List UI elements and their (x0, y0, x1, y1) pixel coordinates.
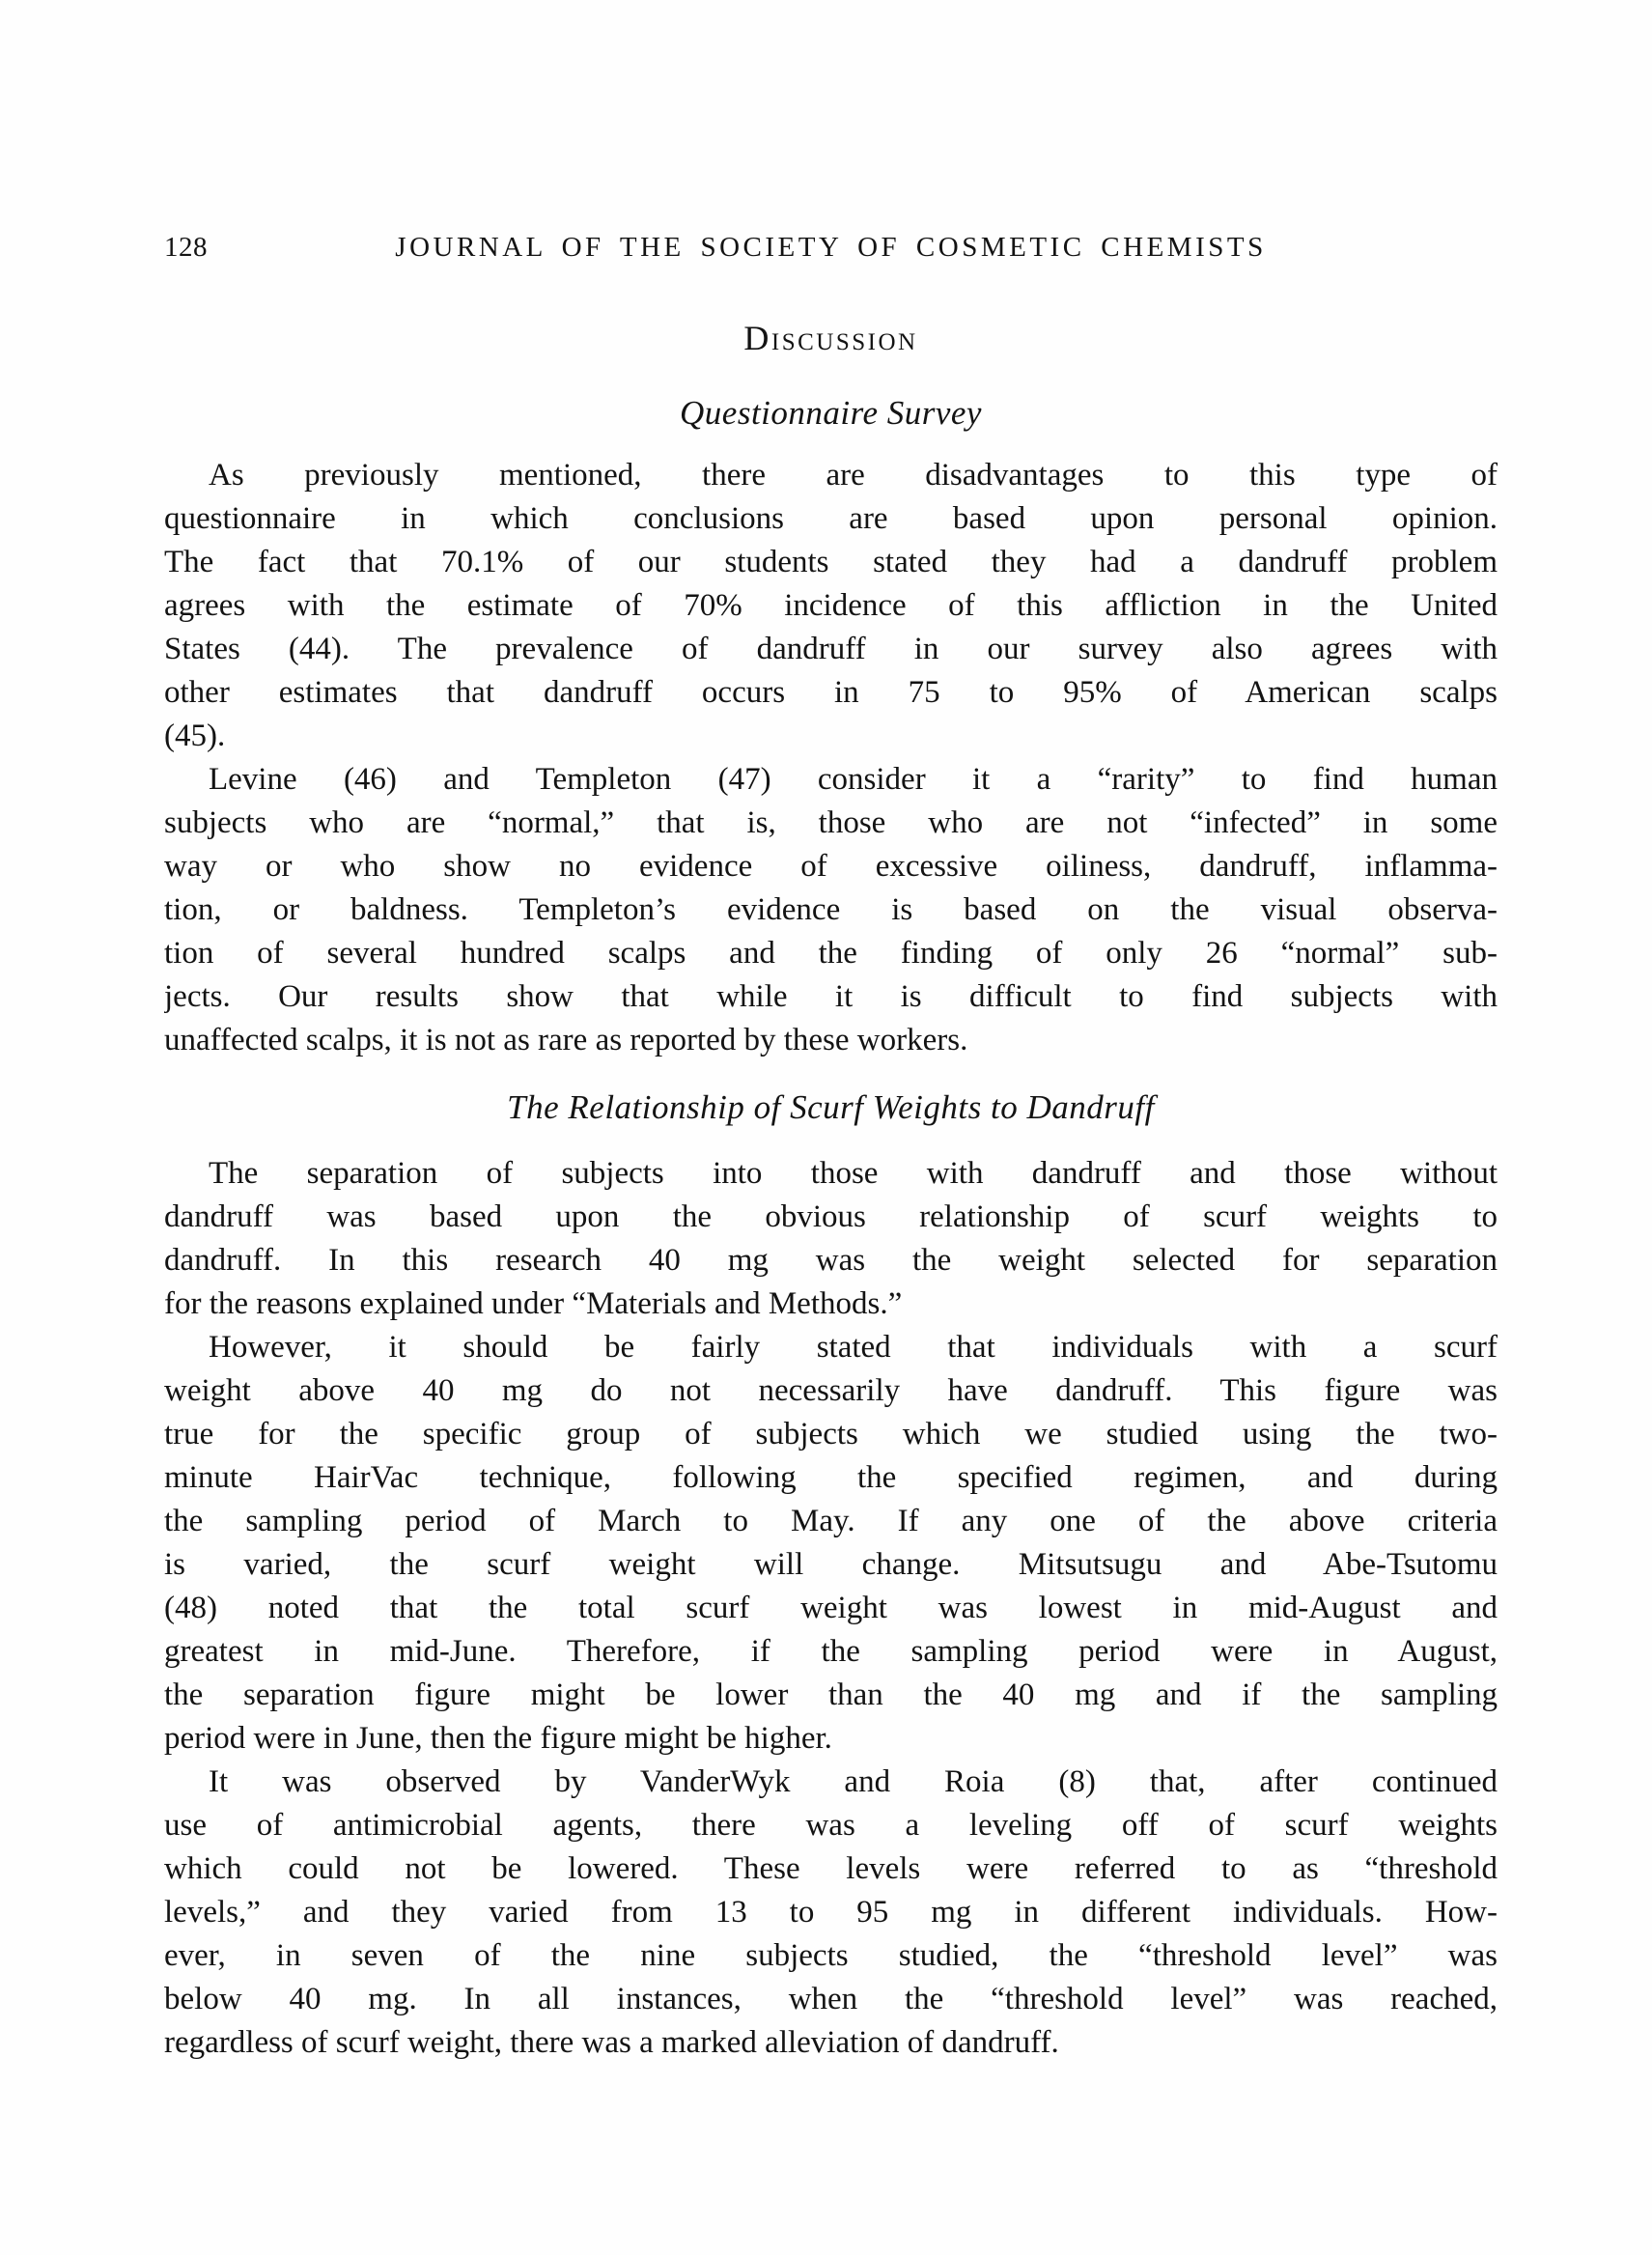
text-line: The fact that 70.1% of our students stated they had a dandruff problem (164, 545, 1498, 579)
text-line: States (44). The prevalence of dandruff in our survey also agrees with (164, 632, 1498, 666)
text-line: As previously mentioned, there are disadvantages to this type of (209, 458, 1498, 493)
text-line: agrees with the estimate of 70% incidence of this affliction in the United (164, 588, 1498, 623)
running-head (164, 229, 1498, 266)
text-line: dandruff was based upon the obvious relationship of scurf weights to (164, 1199, 1498, 1234)
text-line: dandruff. In this research 40 mg was the weight selected for separation (164, 1243, 1498, 1278)
page-number: 128 (164, 232, 208, 263)
page-content (164, 229, 1498, 2065)
text-line: use of antimicrobial agents, there was a leveling off of scurf weights (164, 1808, 1498, 1843)
text-line: way or who show no evidence of excessive oiliness, dandruff, inflamma- (164, 849, 1498, 884)
text-line: for the reasons explained under “Materials and Methods.” (164, 1286, 903, 1321)
section-heading-discussion: Discussion (743, 319, 918, 357)
text-line: questionnaire in which conclusions are based upon personal opinion. (164, 501, 1498, 536)
text-line: ever, in seven of the nine subjects studied, the “threshold level” was (164, 1938, 1498, 1973)
text-line: (48) noted that the total scurf weight was lowest in mid-August and (164, 1591, 1498, 1625)
text-line: other estimates that dandruff occurs in 75 to 95% of American scalps (164, 675, 1498, 710)
text-line: greatest in mid-June. Therefore, if the sampling period were in August, (164, 1634, 1498, 1669)
text-line: the sampling period of March to May. If any one of the above criteria (164, 1504, 1498, 1538)
subsection-heading-scurf-weights: The Relationship of Scurf Weights to Dandruff (507, 1088, 1155, 1126)
text-line: The separation of subjects into those with dandruff and those without (209, 1156, 1498, 1191)
paragraph-scurf-1 (164, 1152, 1498, 1326)
text-line: Levine (46) and Templeton (47) consider it a “rarity” to find human (209, 762, 1498, 797)
text-line: subjects who are “normal,” that is, those who are not “infected” in some (164, 805, 1498, 840)
text-line: which could not be lowered. These levels were referred to as “threshold (164, 1851, 1498, 1886)
journal-title: JOURNAL OF THE SOCIETY OF COSMETIC CHEMISTS (395, 232, 1267, 263)
text-line: minute HairVac technique, following the specified regimen, and during (164, 1460, 1498, 1495)
paragraph-scurf-2 (164, 1326, 1498, 1761)
text-line: tion, or baldness. Templeton’s evidence is based on the visual observa- (164, 892, 1498, 927)
subsection-heading-questionnaire-survey: Questionnaire Survey (680, 394, 982, 432)
text-line: true for the specific group of subjects which we studied using the two- (164, 1417, 1498, 1452)
text-line: It was observed by VanderWyk and Roia (8) that, after continued (209, 1764, 1498, 1799)
paragraph-questionnaire-2 (164, 758, 1498, 1062)
text-line: (45). (164, 719, 226, 753)
paragraph-questionnaire-1 (164, 454, 1498, 758)
text-line: tion of several hundred scalps and the finding of only 26 “normal” sub- (164, 936, 1498, 971)
text-line: period were in June, then the figure might be higher. (164, 1721, 832, 1756)
paragraph-scurf-3 (164, 1761, 1498, 2065)
text-line: levels,” and they varied from 13 to 95 mg in different individuals. How- (164, 1895, 1498, 1930)
text-line: is varied, the scurf weight will change. Mitsutsugu and Abe-Tsutomu (164, 1547, 1498, 1582)
text-line: unaffected scalps, it is not as rare as reported by these workers. (164, 1023, 968, 1057)
text-line: below 40 mg. In all instances, when the “threshold level” was reached, (164, 1982, 1498, 2016)
text-line: regardless of scurf weight, there was a marked alleviation of dandruff. (164, 2025, 1059, 2060)
text-line: weight above 40 mg do not necessarily have dandruff. This figure was (164, 1373, 1498, 1408)
text-line: the separation figure might be lower than the 40 mg and if the sampling (164, 1677, 1498, 1712)
text-line: However, it should be fairly stated that individuals with a scurf (209, 1330, 1498, 1365)
body-text (164, 454, 1498, 2065)
text-line: jects. Our results show that while it is difficult to find subjects with (164, 979, 1498, 1014)
